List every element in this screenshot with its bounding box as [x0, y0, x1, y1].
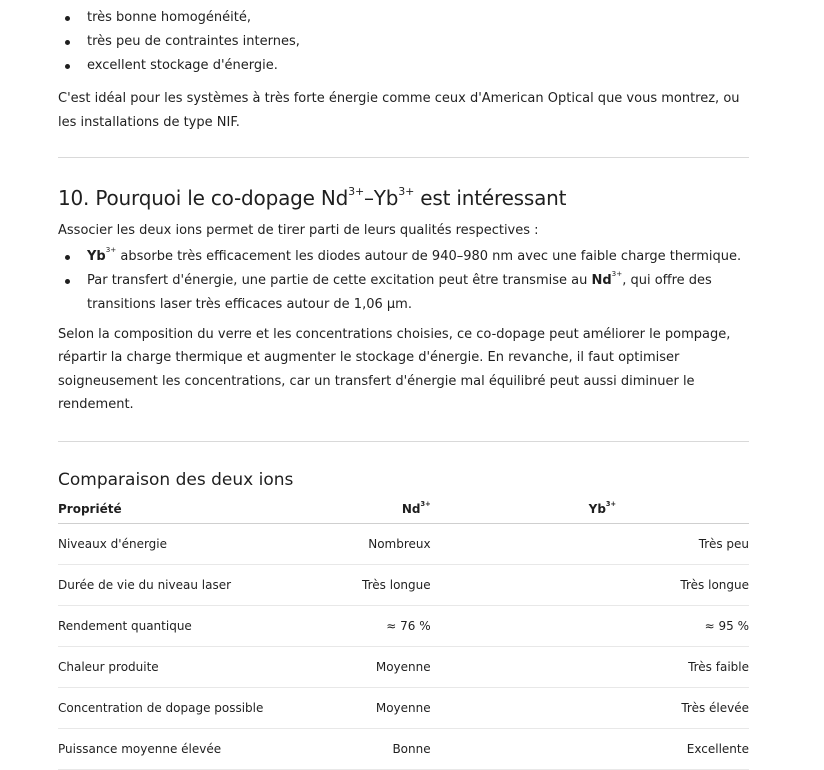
cell-property: Puissance moyenne élevée: [58, 728, 292, 769]
superscript: 3+: [398, 184, 415, 198]
paragraph: Selon la composition du verre et les concentrations choisies, ce co-dopage peut améliorer le pompage, répartir la charge thermique et augmenter le stockage d'énergie. En revanche, il faut optimiser soigneusement les concentrations, car un transfert d'énergie mal équilibré peut aussi diminuer le rendement.: [58, 326, 731, 412]
table-row: [58, 523, 749, 564]
cell-yb: Très élevée: [431, 687, 749, 728]
header-yb: [431, 496, 749, 524]
cell-yb: ≈ 95 %: [431, 605, 749, 646]
cell-nd: Moyenne: [292, 646, 430, 687]
cell-nd: ≈ 76 %: [292, 605, 430, 646]
table-header-row: [58, 496, 749, 524]
header-nd: [292, 496, 430, 524]
list-item: [58, 245, 749, 269]
divider: [58, 441, 749, 442]
table-row: [58, 605, 749, 646]
list-item: très peu de contraintes internes,: [58, 30, 749, 54]
cell-nd: Moyenne: [292, 687, 430, 728]
list-text: , qui offre des transitions laser très efficaces autour de 1,06 µm.: [87, 272, 712, 312]
heading-text: –Yb: [363, 186, 399, 210]
list-item: excellent stockage d'énergie.: [58, 54, 749, 78]
table-row: [58, 564, 749, 605]
cell-property: Niveaux d'énergie: [58, 523, 292, 564]
bullet-list-top: [58, 6, 749, 78]
table-row: [58, 728, 749, 769]
bullet-list-codopage: [58, 245, 749, 317]
bold-text: Yb: [87, 248, 106, 264]
cell-nd: Très longue: [292, 564, 430, 605]
list-text: Par transfert d'énergie, une partie de cette excitation peut être transmise au: [87, 272, 592, 288]
divider: [58, 157, 749, 158]
bold-text: Nd: [591, 272, 612, 288]
header-property: Propriété: [58, 496, 292, 524]
table-row: [58, 687, 749, 728]
paragraph: C'est idéal pour les systèmes à très forte énergie comme ceux d'American Optical que vous montrez, ou les installations de type NIF.: [58, 91, 740, 130]
superscript: 3+: [420, 500, 431, 509]
document-content: [58, 0, 749, 770]
header-text: Nd: [401, 502, 421, 516]
cell-yb: Très peu: [431, 523, 749, 564]
table-heading: Comparaison des deux ions: [58, 469, 294, 490]
paragraph: Associer les deux ions permet de tirer parti de leurs qualités respectives :: [58, 223, 539, 238]
cell-nd: Bonne: [292, 728, 430, 769]
section-heading: [58, 184, 749, 212]
header-text: Yb: [588, 502, 606, 516]
cell-property: Concentration de dopage possible: [58, 687, 292, 728]
superscript: 3+: [611, 269, 623, 279]
superscript: 3+: [605, 500, 617, 509]
heading-text: est intéressant: [414, 186, 567, 210]
heading-text: 10. Pourquoi le co-dopage Nd: [58, 186, 349, 210]
cell-nd: Nombreux: [292, 523, 430, 564]
superscript: 3+: [348, 184, 364, 198]
list-text: absorbe très efficacement les diodes autour de 940–980 nm avec une faible charge thermique.: [116, 248, 742, 264]
cell-yb: Très longue: [431, 564, 749, 605]
cell-property: Rendement quantique: [58, 605, 292, 646]
list-item: très bonne homogénéité,: [58, 6, 749, 30]
list-item: [58, 269, 749, 317]
superscript: 3+: [105, 245, 117, 255]
table-row: [58, 646, 749, 687]
cell-yb: Très faible: [431, 646, 749, 687]
comparison-table: [58, 496, 749, 770]
cell-property: Chaleur produite: [58, 646, 292, 687]
cell-yb: Excellente: [431, 728, 749, 769]
cell-property: Durée de vie du niveau laser: [58, 564, 292, 605]
